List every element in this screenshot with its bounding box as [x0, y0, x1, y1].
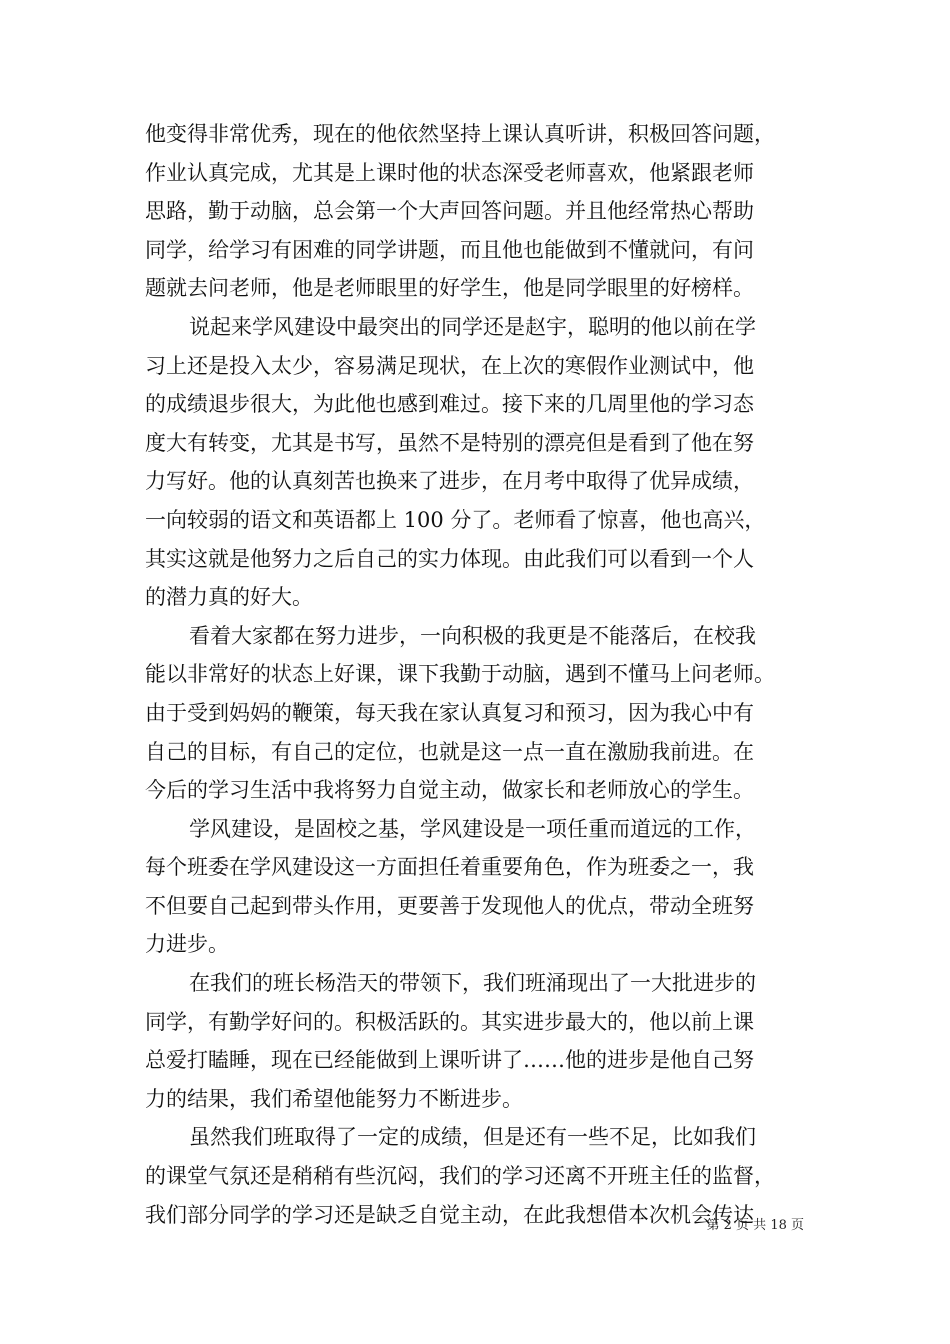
paragraph-first-line: 虽然我们班取得了一定的成绩，但是还有一些不足，比如我们 [189, 1125, 756, 1150]
paragraph-first-line: 说起来学风建设中最突出的同学还是赵宇，聪明的他以前在学 [189, 314, 756, 339]
text-line: 的课堂气氛还是稍稍有些沉闷，我们的学习还离不开班主任的监督， [145, 1164, 775, 1189]
text-line: 的成绩退步很大，为此他也感到难过。接下来的几周里他的学习态 [145, 392, 754, 417]
text-line: 力进步。 [145, 932, 229, 957]
text-line: 今后的学习生活中我将努力自觉主动，做家长和老师放心的学生。 [145, 778, 754, 803]
text-line: 一向较弱的语文和英语都上 100 分了。老师看了惊喜，他也高兴， [145, 507, 766, 532]
text-line: 力的结果，我们希望他能努力不断进步。 [145, 1086, 523, 1111]
text-line: 力写好。他的认真刻苦也换来了进步，在月考中取得了优异成绩， [145, 469, 754, 494]
paragraph-first-line: 看着大家都在努力进步，一向积极的我更是不能落后，在校我 [189, 623, 756, 648]
text-line: 的潜力真的好大。 [145, 585, 313, 610]
text-line: 每个班委在学风建设这一方面担任着重要角色，作为班委之一，我 [145, 855, 754, 880]
paragraph-first-line: 在我们的班长杨浩天的带领下，我们班涌现出了一大批进步的 [189, 971, 756, 996]
body-text [145, 115, 810, 1234]
text-line: 总爱打瞌睡，现在已经能做到上课听讲了……他的进步是他自己努 [145, 1048, 754, 1073]
paragraph-first-line: 学风建设，是固校之基，学风建设是一项任重而道远的工作， [189, 816, 756, 841]
text-line: 同学，给学习有困难的同学讲题，而且他也能做到不懂就问，有问 [145, 237, 754, 262]
text-line: 不但要自己起到带头作用，更要善于发现他人的优点，带动全班努 [145, 893, 754, 918]
text-line: 作业认真完成，尤其是上课时他的状态深受老师喜欢，他紧跟老师 [145, 160, 754, 185]
page-number-footer: 第 2 页 共 18 页 [706, 1218, 804, 1233]
text-line: 题就去问老师，他是老师眼里的好学生，他是同学眼里的好榜样。 [145, 276, 754, 301]
text-line: 习上还是投入太少，容易满足现状，在上次的寒假作业测试中，他 [145, 353, 754, 378]
text-line: 其实这就是他努力之后自己的实力体现。由此我们可以看到一个人 [145, 546, 754, 571]
text-line: 由于受到妈妈的鞭策，每天我在家认真复习和预习，因为我心中有 [145, 700, 754, 725]
text-line: 能以非常好的状态上好课，课下我勤于动脑，遇到不懂马上问老师。 [145, 662, 775, 687]
text-line: 自己的目标，有自己的定位，也就是这一点一直在激励我前进。在 [145, 739, 754, 764]
text-line: 思路，勤于动脑，总会第一个大声回答问题。并且他经常热心帮助 [145, 199, 754, 224]
text-line: 他变得非常优秀，现在的他依然坚持上课认真听讲，积极回答问题， [145, 122, 775, 146]
text-line: 同学，有勤学好问的。积极活跃的。其实进步最大的，他以前上课 [145, 1009, 754, 1034]
text-line: 度大有转变，尤其是书写，虽然不是特别的漂亮但是看到了他在努 [145, 430, 754, 455]
text-line: 我们部分同学的学习还是缺乏自觉主动，在此我想借本次机会传达 [145, 1202, 754, 1227]
